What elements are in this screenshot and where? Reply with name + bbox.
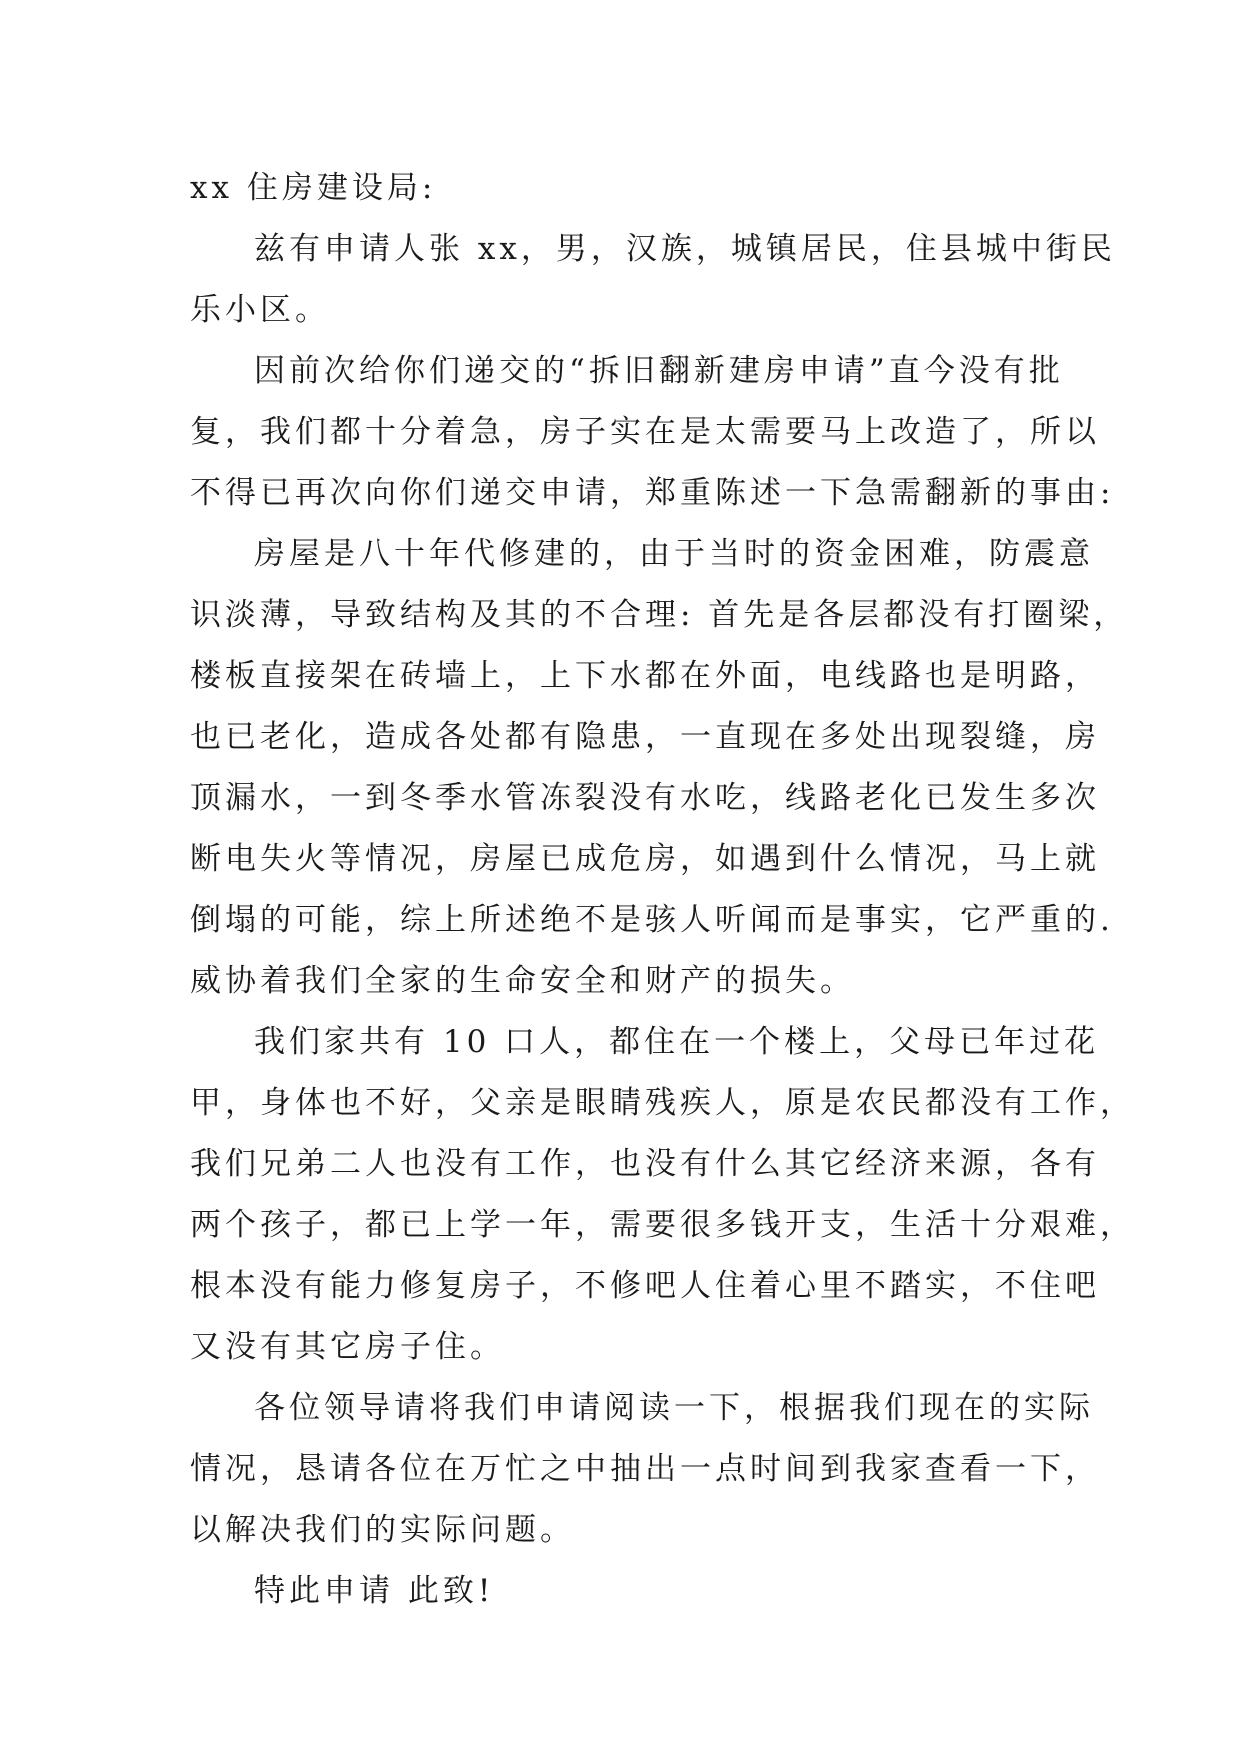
closing-line: 特此申请 此致! xyxy=(254,1573,495,1609)
paragraph-line: 两个孩子，都已上学一年，需要很多钱开支，生活十分艰难， xyxy=(190,1207,1135,1243)
paragraph-line: 情况，恳请各位在万忙之中抽出一点时间到我家查看一下， xyxy=(190,1451,1100,1487)
salutation: xx 住房建设局: xyxy=(190,170,437,206)
paragraph-line: 识淡薄，导致结构及其的不合理: 首先是各层都没有打圈梁， xyxy=(190,597,1129,633)
paragraph-line: 房屋是八十年代修建的，由于当时的资金困难，防震意 xyxy=(254,536,1094,572)
paragraph-house-condition xyxy=(190,524,1129,1012)
paragraph-line: 甲，身体也不好，父亲是眼睛残疾人，原是农民都没有工作， xyxy=(190,1085,1135,1121)
paragraph-closing xyxy=(190,1561,1052,1622)
paragraph-family xyxy=(190,1012,1135,1378)
paragraph-line: 又没有其它房子住。 xyxy=(190,1329,505,1365)
paragraph-applicant xyxy=(190,219,1116,341)
paragraph-line: 也已老化，造成各处都有隐患，一直现在多处出现裂缝，房 xyxy=(190,719,1100,755)
paragraph-line: 以解决我们的实际问题。 xyxy=(190,1512,575,1548)
paragraph-line: 倒塌的可能，综上所述绝不是骇人听闻而是事实，它严重的. xyxy=(190,902,1114,938)
paragraph-line: 兹有申请人张 xx，男，汉族，城镇居民，住县城中街民 xyxy=(254,231,1116,267)
paragraph-line: 威协着我们全家的生命安全和财产的损失。 xyxy=(190,963,855,999)
paragraph-line: 楼板直接架在砖墙上，上下水都在外面，电线路也是明路， xyxy=(190,658,1100,694)
paragraph-line: 复，我们都十分着急，房子实在是太需要马上改造了，所以 xyxy=(190,414,1100,450)
paragraph-line: 顶漏水，一到冬季水管冻裂没有水吃，线路老化已发生多次 xyxy=(190,780,1100,816)
paragraph-line: 断电失火等情况，房屋已成危房，如遇到什么情况，马上就 xyxy=(190,841,1100,877)
paragraph-line: 乐小区。 xyxy=(190,292,330,328)
paragraph-line: 各位领导请将我们申请阅读一下，根据我们现在的实际 xyxy=(254,1390,1094,1426)
paragraph-line: 我们家共有 10 口人，都住在一个楼上，父母已年过花 xyxy=(254,1024,1100,1060)
paragraph-line: 我们兄弟二人也没有工作，也没有什么其它经济来源，各有 xyxy=(190,1146,1100,1182)
paragraph-line: 根本没有能力修复房子，不修吧人住着心里不踏实，不住吧 xyxy=(190,1268,1100,1304)
paragraph-reason xyxy=(190,341,1115,524)
paragraph-request xyxy=(190,1378,1100,1561)
paragraph-line: 因前次给你们递交的“拆旧翻新建房申请”直今没有批 xyxy=(254,353,1064,389)
paragraph-line: 不得已再次向你们递交申请，郑重陈述一下急需翻新的事由: xyxy=(190,475,1115,511)
document-page xyxy=(190,158,1135,1622)
